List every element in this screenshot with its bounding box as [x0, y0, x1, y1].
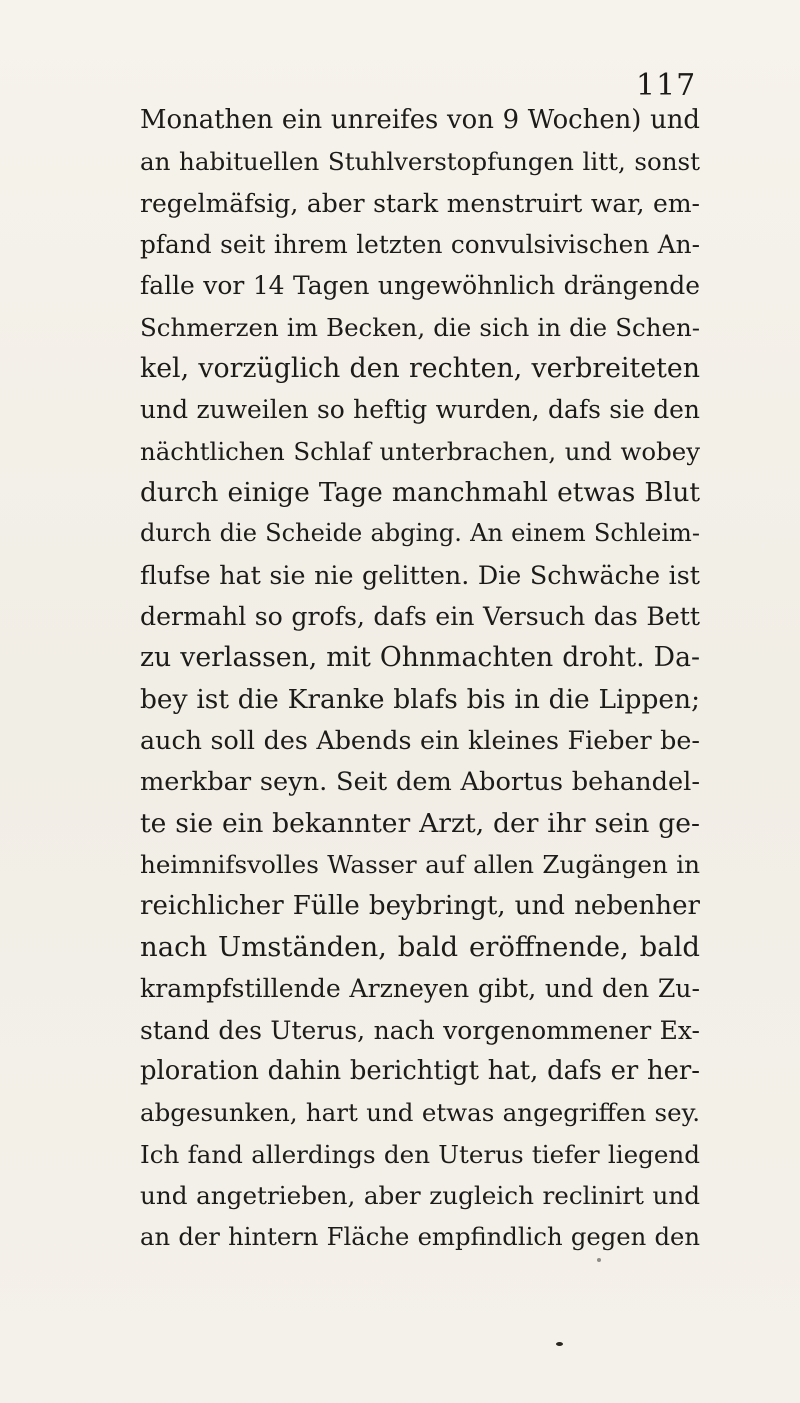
ink-speck — [556, 1342, 563, 1346]
text-line: stand des Uterus, nach vorgenommener Ex- — [140, 1015, 700, 1045]
text-line: durch einige Tage manchmahl etwas Blut — [140, 477, 700, 509]
text-line: durch die Scheide abging. An einem Schleim- — [140, 519, 700, 548]
text-line: Ich fand allerdings den Uterus tiefer liegend — [140, 1139, 700, 1169]
text-line: reichlicher Fülle beybringt, und nebenher — [140, 890, 700, 921]
text-line: Monathen ein unreifes von 9 Wochen) und — [140, 105, 700, 135]
text-line: und angetrieben, aber zugleich reclinirt und — [140, 1180, 700, 1210]
text-line: Schmerzen im Becken, die sich in die Schen- — [140, 312, 700, 342]
text-line: te sie ein bekannter Arzt, der ihr sein ge- — [140, 807, 700, 839]
text-line: nach Umständen, bald eröffnende, bald — [140, 930, 700, 963]
text-line: auch soll des Abends ein kleines Fieber be- — [140, 725, 700, 756]
text-line: abgesunken, hart und etwas angegriffen sey. — [140, 1098, 700, 1128]
text-line: krampfstillende Arzneyen gibt, und den Zu- — [140, 974, 700, 1004]
text-line: regelmäfsig, aber stark menstruirt war, em- — [140, 188, 700, 218]
text-line: heimnifsvolles Wasser auf allen Zugängen in — [140, 850, 700, 880]
text-line: falle vor 14 Tagen ungewöhnlich drängende — [140, 271, 700, 301]
body-text — [140, 100, 700, 1258]
page-number: 117 — [636, 68, 697, 103]
text-line: merkbar seyn. Seit dem Abortus behandel- — [140, 766, 700, 797]
text-line: pfand seit ihrem letzten convulsivischen An- — [140, 230, 700, 260]
text-line: an der hintern Fläche empfindlich gegen den — [140, 1222, 700, 1252]
text-line: kel, vorzüglich den rechten, verbreiteten — [140, 353, 700, 385]
text-line: dermahl so grofs, dafs ein Versuch das Bett — [140, 602, 700, 632]
text-line: an habituellen Stuhlverstopfungen litt, sonst — [140, 147, 700, 177]
text-line: flufse hat sie nie gelitten. Die Schwäche ist — [140, 559, 700, 590]
text-line: zu verlassen, mit Ohnmachten droht. Da- — [140, 642, 700, 674]
text-line: bey ist die Kranke blafs bis in die Lippen; — [140, 683, 700, 715]
text-line: und zuweilen so heftig wurden, dafs sie den — [140, 395, 700, 425]
text-line: ploration dahin berichtigt hat, dafs er her- — [140, 1055, 700, 1086]
ink-speck — [597, 1258, 601, 1262]
text-line: nächtlichen Schlaf unterbrachen, und wobey — [140, 436, 700, 466]
